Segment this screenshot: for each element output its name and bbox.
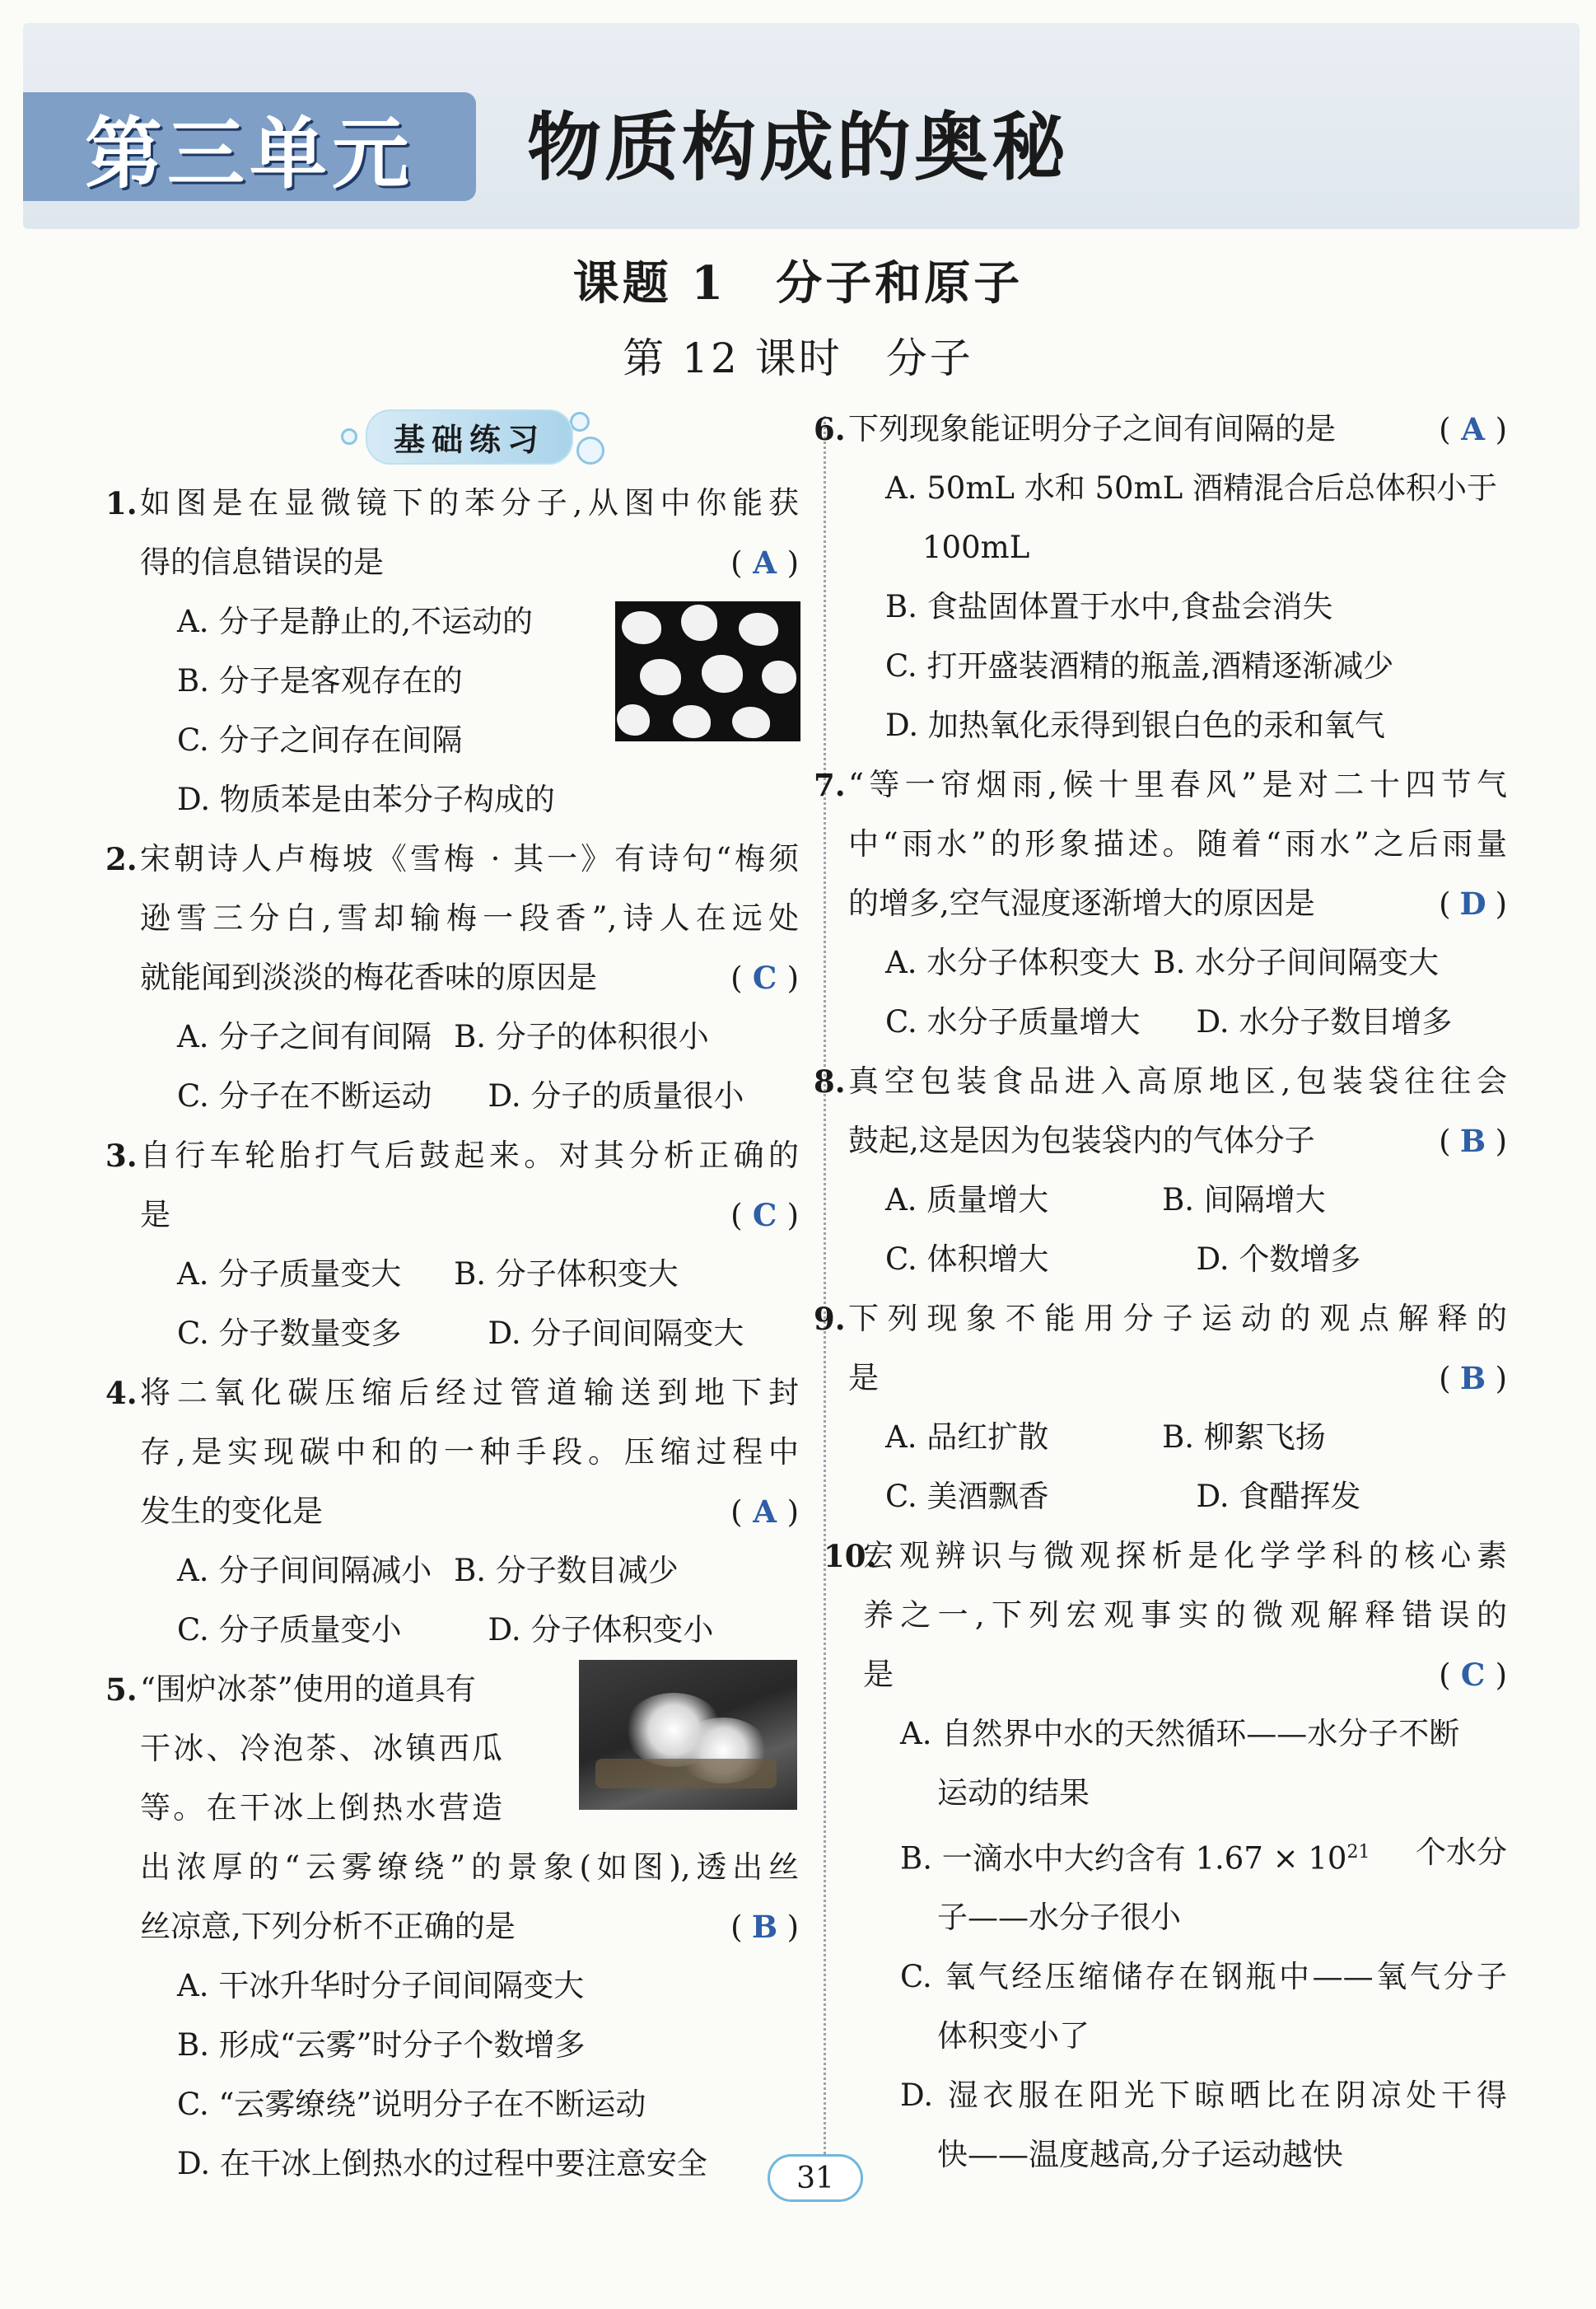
option-b: B. 分子是客观存在的 <box>177 663 463 699</box>
option-a: A. 水分子体积变大 <box>885 945 1141 980</box>
question-text-line: 宋朝诗人卢梅坡《雪梅 · 其一》有诗句“梅须 <box>140 841 799 876</box>
option-b: B. 食盐固体置于水中,食盐会消失 <box>885 589 1333 624</box>
answer-letter: B <box>1459 1360 1486 1396</box>
period-title: 第 12 课时 分子 <box>623 334 973 382</box>
lesson-title: 课题 1 分子和原子 <box>572 256 1024 311</box>
option-d: D. 个数增多 <box>1196 1241 1361 1277</box>
question-text-line <box>848 874 1507 933</box>
option-c: C. 打开盛装酒精的瓶盖,酒精逐渐减少 <box>885 648 1394 684</box>
option-b-text: B. 一滴水中大约含有 1.67 × 10 <box>900 1840 1347 1877</box>
question-text-line: 将二氧化碳压缩后经过管道输送到地下封 <box>140 1375 799 1410</box>
benzene-microscope-image <box>615 601 800 741</box>
option-b <box>900 1823 1507 1888</box>
option-a: A. 质量增大 <box>885 1182 1049 1218</box>
question-number: 6. <box>814 411 846 447</box>
answer-bracket: ( A ) <box>730 533 799 593</box>
question-text-line: 干冰、冷泡茶、冰镇西瓜 <box>140 1731 502 1766</box>
option-b: B. 形成“云雾”时分子个数增多 <box>177 2027 586 2063</box>
question-number: 1. <box>105 485 138 521</box>
question-text-line: 出浓厚的“云雾缭绕”的景象(如图),透出丝 <box>140 1849 799 1885</box>
question-9 <box>814 1289 1507 1526</box>
answer-bracket: ( D ) <box>1439 874 1507 934</box>
answer-letter: D <box>1459 886 1486 922</box>
answer-bracket: ( B ) <box>1439 1111 1507 1171</box>
option-b: B. 分子的体积很小 <box>454 1019 709 1054</box>
answer-letter: C <box>752 960 777 996</box>
question-text: 发生的变化是 <box>140 1493 323 1529</box>
option-a: A. 品红扩散 <box>885 1419 1049 1455</box>
answer-letter: A <box>1461 411 1485 447</box>
unit-label: 第三单元 <box>84 109 414 199</box>
question-text-line <box>140 1185 799 1245</box>
question-text: 就能闻到淡淡的梅花香味的原因是 <box>140 960 597 995</box>
question-number: 10. <box>824 1538 877 1574</box>
answer-bracket: ( C ) <box>730 948 799 1008</box>
question-number: 4. <box>105 1375 138 1411</box>
option-d: D. 分子间间隔变大 <box>488 1316 744 1351</box>
page-number-badge <box>762 2152 869 2204</box>
option-c: C. 分子质量变小 <box>177 1612 402 1648</box>
option-c: C. 分子之间存在间隔 <box>177 722 463 758</box>
answer-bracket: ( B ) <box>1439 1348 1507 1409</box>
option-c: C. 分子在不断运动 <box>177 1078 432 1114</box>
answer-letter: B <box>751 1909 778 1945</box>
option-b: B. 间隔增大 <box>1162 1182 1326 1218</box>
question-text-line: 等。在干冰上倒热水营造 <box>140 1790 502 1825</box>
question-text-line <box>848 400 1507 459</box>
section-badge <box>346 412 593 461</box>
question-6 <box>814 400 1507 755</box>
question-number: 3. <box>105 1138 138 1174</box>
question-number: 5. <box>105 1671 138 1708</box>
question-text-line <box>140 1897 799 1956</box>
question-text-line: 宏观辨识与微观探析是化学学科的核心素 <box>863 1538 1507 1573</box>
question-10 <box>824 1526 1507 2185</box>
question-text-line <box>140 1482 799 1541</box>
question-text-line: 逊雪三分白,雪却输梅一段香”,诗人在远处 <box>140 900 799 936</box>
option-a: A. 分子之间有间隔 <box>177 1019 432 1054</box>
option-d: D. 在干冰上倒热水的过程中要注意安全 <box>177 2146 707 2181</box>
option-c: C. 美酒飘香 <box>885 1479 1049 1514</box>
question-text-line <box>140 533 799 592</box>
question-number: 8. <box>814 1063 846 1100</box>
left-column <box>105 474 799 2194</box>
option-a: A. 自然界中水的天然循环——水分子不断 <box>900 1716 1460 1751</box>
question-text: 是 <box>140 1197 170 1232</box>
option-d: D. 物质苯是由苯分子构成的 <box>177 782 555 817</box>
option-b: B. 分子数目减少 <box>454 1553 679 1588</box>
section-label: 基础练习 <box>366 409 573 465</box>
option-a: A. 分子质量变大 <box>177 1256 402 1292</box>
question-number: 2. <box>105 841 138 877</box>
question-text-line <box>848 1111 1507 1171</box>
dry-ice-tea-photo <box>579 1660 797 1810</box>
option-d: D. 分子的质量很小 <box>488 1078 744 1114</box>
question-text-line: 真空包装食品进入高原地区,包装袋往往会 <box>848 1063 1507 1099</box>
answer-bracket: ( A ) <box>1439 400 1507 460</box>
question-number: 9. <box>814 1301 846 1337</box>
option-d-continued: 快——温度越高,分子运动越快 <box>937 2137 1343 2173</box>
answer-bracket: ( C ) <box>730 1185 799 1246</box>
question-text-line: 如图是在显微镜下的苯分子,从图中你能获 <box>140 485 799 521</box>
option-c: C. 分子数量变多 <box>177 1316 402 1351</box>
option-b-continued: 子——水分子很小 <box>937 1900 1181 1936</box>
question-4 <box>105 1363 799 1660</box>
option-c-continued: 体积变小了 <box>937 2018 1090 2054</box>
unit-label-box <box>23 92 476 201</box>
question-text-line <box>140 948 799 1007</box>
answer-letter: C <box>1460 1657 1486 1693</box>
option-c: C. 水分子质量增大 <box>885 1004 1141 1040</box>
answer-letter: B <box>1459 1123 1486 1159</box>
exponent: 21 <box>1346 1842 1370 1863</box>
question-text-line: 存,是实现碳中和的一种手段。压缩过程中 <box>140 1434 799 1470</box>
right-column <box>814 400 1507 2185</box>
option-a: A. 干冰升华时分子间间隔变大 <box>177 1968 585 2003</box>
answer-letter: C <box>752 1197 777 1233</box>
question-text-line: 养之一,下列宏观事实的微观解释错误的 <box>863 1597 1507 1633</box>
page-number: 31 <box>796 2161 834 2195</box>
option-b: B. 分子体积变大 <box>454 1256 679 1292</box>
question-text-line <box>863 1645 1507 1704</box>
option-b: B. 水分子间间隔变大 <box>1153 945 1440 980</box>
answer-bracket: ( C ) <box>1439 1645 1507 1705</box>
question-number: 7. <box>814 767 846 803</box>
question-1 <box>105 474 799 830</box>
unit-title: 物质构成的奥秘 <box>527 105 1069 191</box>
question-text: 是 <box>848 1360 879 1395</box>
question-text-line: “等一帘烟雨,候十里春风”是对二十四节气 <box>848 767 1507 802</box>
option-a-continued: 100mL <box>922 530 1030 565</box>
question-text: 的增多,空气湿度逐渐增大的原因是 <box>848 886 1315 921</box>
question-text-line: 中“雨水”的形象描述。随着“雨水”之后雨量 <box>848 826 1507 862</box>
question-8 <box>814 1052 1507 1289</box>
option-d: D. 水分子数目增多 <box>1196 1004 1453 1040</box>
question-2 <box>105 830 799 1126</box>
option-d: D. 加热氧化汞得到银白色的汞和氧气 <box>885 708 1385 743</box>
option-a: A. 分子是静止的,不运动的 <box>177 604 534 639</box>
question-text: 得的信息错误的是 <box>140 545 384 580</box>
question-text: 是 <box>863 1657 894 1692</box>
option-d: D. 食醋挥发 <box>1196 1479 1361 1514</box>
option-d: D. 湿衣服在阳光下晾晒比在阴凉处干得 <box>900 2078 1507 2114</box>
question-text: 鼓起,这是因为包装袋内的气体分子 <box>848 1123 1315 1158</box>
option-c: C. “云雾缭绕”说明分子在不断运动 <box>177 2087 646 2122</box>
option-c: C. 氧气经压缩储存在钢瓶中——氧气分子 <box>900 1959 1507 1995</box>
question-3 <box>105 1126 799 1363</box>
answer-bracket: ( A ) <box>730 1482 799 1542</box>
question-7 <box>814 755 1507 1052</box>
answer-letter: A <box>753 545 777 581</box>
question-text-line: “围炉冰茶”使用的道具有 <box>140 1671 476 1707</box>
question-text-line: 下列现象不能用分子运动的观点解释的 <box>848 1301 1507 1336</box>
cloud-icon <box>768 2154 863 2202</box>
option-c: C. 体积增大 <box>885 1241 1049 1277</box>
question-text: 丝凉意,下列分析不正确的是 <box>140 1909 516 1944</box>
option-a-continued: 运动的结果 <box>937 1775 1090 1811</box>
question-5 <box>105 1660 799 2194</box>
option-b: B. 柳絮飞扬 <box>1162 1419 1326 1455</box>
answer-bracket: ( B ) <box>730 1897 799 1957</box>
question-text-line <box>848 1348 1507 1408</box>
question-text: 下列现象能证明分子之间有间隔的是 <box>848 411 1336 446</box>
answer-letter: A <box>753 1493 777 1530</box>
option-a: A. 分子间间隔减小 <box>177 1553 432 1588</box>
option-d: D. 分子体积变小 <box>488 1612 714 1648</box>
option-b-tail: 个水分 <box>1416 1835 1507 1870</box>
question-text-line: 自行车轮胎打气后鼓起来。对其分析正确的 <box>140 1138 799 1173</box>
option-a: A. 50mL 水和 50mL 酒精混合后总体积小于 <box>885 470 1497 506</box>
